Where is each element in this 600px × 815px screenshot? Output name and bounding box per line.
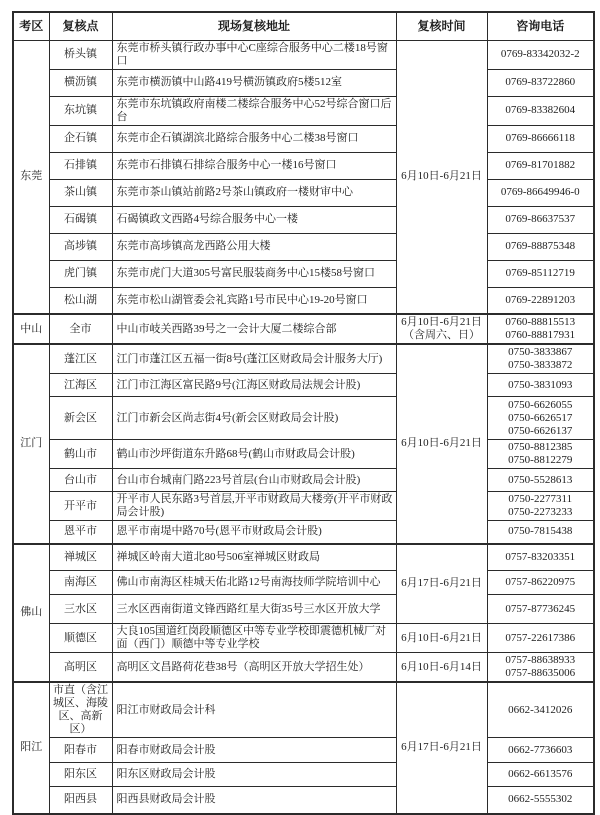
phone-cell — [487, 206, 594, 233]
phone-number: 0750-8812385 — [508, 441, 573, 453]
review-time-cell: 6月10日-6月14日 — [396, 653, 487, 683]
table-row — [13, 544, 594, 571]
phone-number: 0760-88815513 — [505, 316, 576, 328]
phone-number: 0769-86649946-0 — [500, 186, 580, 198]
address-cell: 东莞市桥头镇行政办事中心C座综合服务中心二楼18号窗口 — [112, 40, 396, 69]
address-cell: 阳春市财政局会计股 — [112, 738, 396, 763]
review-point-cell: 市直（含江城区、海陵区、高新区） — [49, 682, 112, 738]
phone-cell — [487, 624, 594, 653]
phone-number: 0757-88638933 — [505, 654, 576, 666]
col-header-time: 复核时间 — [396, 12, 487, 40]
table-row — [13, 152, 594, 179]
review-point-cell: 茶山镇 — [49, 179, 112, 206]
address-cell: 鹤山市沙坪街道东升路68号(鹤山市财政局会计股) — [112, 440, 396, 469]
review-time-cell: 6月17日-6月21日 — [396, 544, 487, 624]
phone-number: 0750-3833872 — [508, 359, 573, 371]
phone-cell — [487, 492, 594, 521]
review-point-cell: 新会区 — [49, 397, 112, 440]
phone-number: 0662-3412026 — [508, 703, 573, 716]
review-point-cell: 鹤山市 — [49, 440, 112, 469]
col-header-phone: 咨询电话 — [487, 12, 594, 40]
table-row — [13, 206, 594, 233]
table-row — [13, 595, 594, 624]
address-cell: 东莞市石排镇石排综合服务中心一楼16号窗口 — [112, 152, 396, 179]
table-row — [13, 492, 594, 521]
phone-number: 0750-2273233 — [508, 506, 573, 518]
review-time-line: （含周六、日） — [403, 329, 480, 341]
phone-number: 0757-22617386 — [505, 631, 576, 644]
phone-cell — [487, 69, 594, 96]
address-cell: 江门市江海区富民路9号(江海区财政局法规会计股) — [112, 374, 396, 397]
col-header-region: 考区 — [13, 12, 49, 40]
address-cell: 东莞市松山湖管委会礼宾路1号市民中心19-20号窗口 — [112, 287, 396, 314]
table-row — [13, 179, 594, 206]
phone-number: 0750-6626137 — [508, 424, 573, 437]
header-row — [13, 12, 594, 40]
address-cell: 东莞市高埗镇高龙西路公用大楼 — [112, 233, 396, 260]
review-point-cell: 高明区 — [49, 653, 112, 683]
address-cell: 高明区文昌路荷花巷38号（高明区开放大学招生处） — [112, 653, 396, 683]
table-row — [13, 624, 594, 653]
address-cell: 中山市岐关西路39号之一会计大厦二楼综合部 — [112, 314, 396, 344]
review-time-cell: 6月10日-6月21日 — [396, 624, 487, 653]
phone-cell — [487, 521, 594, 544]
table-row — [13, 763, 594, 787]
table-row — [13, 397, 594, 440]
address-cell: 江门市蓬江区五福一街8号(蓬江区财政局会计服务大厅) — [112, 344, 396, 374]
phone-number: 0769-22891203 — [505, 293, 576, 306]
review-point-cell: 松山湖 — [49, 287, 112, 314]
table-row — [13, 374, 594, 397]
table-row — [13, 233, 594, 260]
table-row — [13, 653, 594, 683]
table-row — [13, 260, 594, 287]
phone-cell — [487, 738, 594, 763]
phone-cell — [487, 96, 594, 125]
phone-number: 0769-81701882 — [505, 159, 576, 171]
phone-cell — [487, 397, 594, 440]
phone-cell — [487, 469, 594, 492]
review-time-cell: 6月10日-6月21日 — [396, 344, 487, 544]
review-point-cell: 阳西县 — [49, 787, 112, 814]
table-row — [13, 571, 594, 595]
region-cell: 佛山 — [13, 544, 49, 683]
review-point-cell: 阳春市 — [49, 738, 112, 763]
review-time-line: 6月10日-6月21日 — [401, 316, 482, 328]
phone-cell — [487, 40, 594, 69]
review-point-cell: 高埗镇 — [49, 233, 112, 260]
phone-cell — [487, 763, 594, 787]
phone-number: 0662-7736603 — [508, 743, 573, 756]
phone-number: 0769-86637537 — [505, 213, 576, 225]
address-cell: 恩平市南堤中路70号(恩平市财政局会计股) — [112, 521, 396, 544]
phone-cell — [487, 374, 594, 397]
address-cell: 开平市人民东路3号首层,开平市财政局大楼旁(开平市财政局会计股) — [112, 492, 396, 521]
phone-cell — [487, 233, 594, 260]
phone-number: 0769-83342032-2 — [500, 48, 580, 60]
review-time-cell — [396, 314, 487, 344]
table-row — [13, 287, 594, 314]
col-header-point: 复核点 — [49, 12, 112, 40]
phone-cell — [487, 787, 594, 814]
phone-number: 0750-5528613 — [508, 473, 573, 486]
address-cell: 三水区西南街道文锋西路红星大街35号三水区开放大学 — [112, 595, 396, 624]
address-cell: 台山市台城南门路223号首层(台山市财政局会计股) — [112, 469, 396, 492]
table-row — [13, 69, 594, 96]
region-cell: 江门 — [13, 344, 49, 544]
address-cell: 东莞市茶山镇站前路2号茶山镇政府一楼财审中心 — [112, 179, 396, 206]
address-cell: 阳东区财政局会计股 — [112, 763, 396, 787]
phone-cell — [487, 287, 594, 314]
table-row — [13, 440, 594, 469]
table-row — [13, 521, 594, 544]
phone-number: 0750-3833867 — [508, 346, 573, 358]
review-point-cell: 江海区 — [49, 374, 112, 397]
table-row — [13, 787, 594, 814]
address-cell: 东莞市东坑镇政府南楼二楼综合服务中心52号综合窗口后台 — [112, 96, 396, 125]
phone-cell — [487, 260, 594, 287]
phone-cell — [487, 179, 594, 206]
address-cell: 江门市新会区尚志街4号(新会区财政局会计股) — [112, 397, 396, 440]
phone-number: 0769-85112719 — [505, 267, 575, 279]
phone-number: 0769-88875348 — [505, 240, 576, 252]
review-point-cell: 禅城区 — [49, 544, 112, 571]
phone-number: 0750-6626517 — [508, 411, 573, 424]
table-row — [13, 314, 594, 344]
phone-number: 0750-3831093 — [508, 378, 573, 391]
review-point-cell: 虎门镇 — [49, 260, 112, 287]
region-cell: 阳江 — [13, 682, 49, 814]
table-row — [13, 469, 594, 492]
phone-number: 0750-8812279 — [508, 454, 573, 466]
review-point-cell: 台山市 — [49, 469, 112, 492]
phone-number: 0757-86220975 — [505, 576, 576, 588]
phone-cell — [487, 571, 594, 595]
address-cell: 大良105国道红岗段顺德区中等专业学校即震德机械厂对面（西门）顺德中等专业学校 — [112, 624, 396, 653]
phone-number: 0750-7815438 — [508, 525, 573, 538]
review-time-cell: 6月10日-6月21日 — [396, 40, 487, 314]
address-cell: 石碣镇政文西路4号综合服务中心一楼 — [112, 206, 396, 233]
review-point-cell: 横沥镇 — [49, 69, 112, 96]
phone-number: 0662-5555302 — [508, 793, 573, 806]
phone-number: 0769-86666118 — [505, 132, 575, 144]
region-cell: 东莞 — [13, 40, 49, 314]
phone-cell — [487, 653, 594, 683]
phone-number: 0769-83722860 — [505, 76, 576, 88]
address-cell: 东莞市虎门大道305号富民服装商务中心15楼58号窗口 — [112, 260, 396, 287]
review-point-cell: 三水区 — [49, 595, 112, 624]
table-row — [13, 738, 594, 763]
region-cell: 中山 — [13, 314, 49, 344]
phone-number: 0750-6626055 — [508, 398, 573, 411]
review-point-cell: 石排镇 — [49, 152, 112, 179]
phone-cell — [487, 152, 594, 179]
table-row — [13, 40, 594, 69]
review-point-cell: 南海区 — [49, 571, 112, 595]
review-point-cell: 开平市 — [49, 492, 112, 521]
review-point-cell: 阳东区 — [49, 763, 112, 787]
address-cell: 阳西县财政局会计股 — [112, 787, 396, 814]
table-row — [13, 125, 594, 152]
review-point-cell: 顺德区 — [49, 624, 112, 653]
review-point-cell: 企石镇 — [49, 125, 112, 152]
address-cell: 禅城区岭南大道北80号506室禅城区财政局 — [112, 544, 396, 571]
phone-number: 0757-88635006 — [505, 667, 576, 679]
review-point-cell: 恩平市 — [49, 521, 112, 544]
phone-cell — [487, 314, 594, 344]
phone-cell — [487, 440, 594, 469]
table-row — [13, 682, 594, 738]
review-point-cell: 桥头镇 — [49, 40, 112, 69]
phone-number: 0769-83382604 — [505, 104, 576, 116]
phone-cell — [487, 344, 594, 374]
phone-number: 0662-6613576 — [508, 768, 573, 780]
address-cell: 阳江市财政局会计科 — [112, 682, 396, 738]
review-point-cell: 石碣镇 — [49, 206, 112, 233]
address-cell: 佛山市南海区桂城天佑北路12号南海技师学院培训中心 — [112, 571, 396, 595]
phone-cell — [487, 682, 594, 738]
phone-number: 0760-88817931 — [505, 329, 576, 341]
phone-number: 0757-87736245 — [505, 602, 576, 615]
review-locations-table — [12, 11, 595, 815]
review-point-cell: 蓬江区 — [49, 344, 112, 374]
phone-cell — [487, 125, 594, 152]
review-time-cell: 6月17日-6月21日 — [396, 682, 487, 814]
address-cell: 东莞市企石镇湖滨北路综合服务中心二楼38号窗口 — [112, 125, 396, 152]
phone-cell — [487, 595, 594, 624]
phone-number: 0757-83203351 — [505, 550, 576, 563]
address-cell: 东莞市横沥镇中山路419号横沥镇政府5楼512室 — [112, 69, 396, 96]
table-row — [13, 344, 594, 374]
col-header-address: 现场复核地址 — [112, 12, 396, 40]
table-row — [13, 96, 594, 125]
review-point-cell: 全市 — [49, 314, 112, 344]
phone-number: 0750-2277311 — [508, 493, 573, 505]
review-point-cell: 东坑镇 — [49, 96, 112, 125]
phone-cell — [487, 544, 594, 571]
